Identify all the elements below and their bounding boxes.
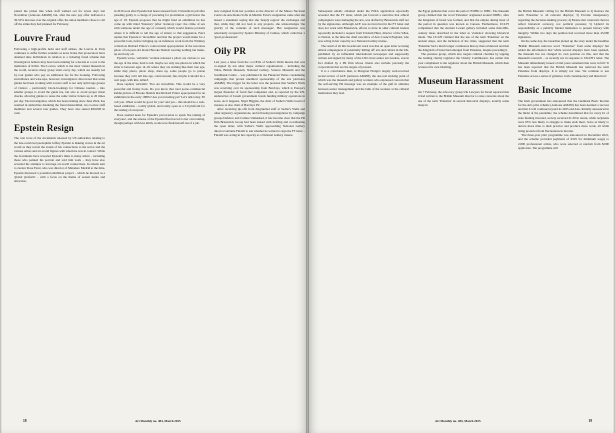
paragraph: The result of all this boardroom work was that an open letter accusing ethical campaigners of potentially 'killing off' arts and culture in the UK, published by an influential international newspaper and supposedly written and signed by many of the UK's most senior arts leaders, was in fact drafted by a PR firm whose clients also include precisely the corporations that are the targets of protests.: [318, 43, 409, 70]
page-number: 19: [588, 418, 592, 423]
left-page-columns: [14, 9, 305, 401]
paragraph: now resigned from her position as the director of the Museo Nacional Centro de Arte Reina Sofía in Madrid. Ferré's resignation came after she issued a statement saying that she 'deeply regrets' the exchanges and that, while they did not lead to any projects, she acknowledges 'the gravity of the contents of such messages'. Her resignation was reluctantly accepted by Spain's Ministry of Culture, which called her a 'great professional'.: [214, 9, 305, 39]
paragraph: Subsequent emails obtained under the FOIA application reportedly revealed that the FT letter, which put forward a narrative that ethical campaigners were damaging the arts, was drafted by Brunswick staff not by the signatories. Although ACE was not involved in the FT letter and does not work with Brunswick, efforts to draw in other cultural leaders reportedly included a request from Tristram Hunt, director of the V&A, to Nelson, at the time the chief executive of Arts Council England, who was acting in her capacity as a National Gallery trustee.: [318, 9, 409, 44]
paragraph: On the same day, the Guardian picked up the story under the headline 'British Museum removes word "Palestine" from some displays' but added the information that 'while several displays have been updated, the museum has not changed its own position on this, and that the museum's research – as recently not in response to UKLFI's letter. The Museum immediately issued a brief press statement that read, in full: 'It has been reported that the British Museum has removed the term Palestine from displays. It is simply not true. We continue to use Palestine across a series of galleries, both contemporary and historical.': [518, 39, 609, 78]
paragraph: The vast trove of the documents released by US authorities relating to the late-convicted paedophile Jeffrey Epstein is making waves in the art world as they reveal the extent of his connections to the sector and the various artists and art-world figures with whom he was in contact. While the documents have revealed Epstein's links to many artists – including those who painted his portrait and sold him work – they have also revealed his attempts to leverage art-world connections. In emails sent to curator Rosa Ferré, who was director of Matadero Madrid at the time, Epstein discussed a potential exhibition project – which he mooted as a 'global platform' – with a focus on the theme of sexual desire and attraction.: [14, 136, 105, 184]
section-heading-epstein-resign: Epstein Resign: [14, 122, 74, 133]
paragraph: The Irish government has announced that the landmark Basic Income for the Arts pilot scheme (Artnotes AM456) has been deemed a success and that it will continue beyond its 2025 end date. Initially announced in the midst of the pandemic, the scheme determined that for every €1 of state funding invested, society received €1.39 in return, while recipients were 93% less likely to struggle to make ends meet, twice as likely to devote more time to their practice and produce more work, all while being protected from fluctuations in income.: [518, 98, 609, 133]
paragraph: the Egypt galleries that cover the period 1550BC to 30BC. The museum group claimed that the word 'Palestine' originated around 500BC, after the Kingdom of Israel was formed, and that the empire during most of the period in question was known as Canaan. Furthermore, UCLFI complained that the Ancient Levant gallery included some mid-20th-century ideas described in the label as 'evidence' showing historical intent. The UCLFI claimed that the use of the term 'Palestine' on the ancient maps, and the inclusion of the cities, suggested that the term 'Palestine' had a much longer continuous history than evidenced and that the Kingdom of Israel had emerged from Palestine, despite preceding it.: [418, 9, 509, 52]
section-heading-oily-pr: Oily PR: [214, 46, 247, 57]
section-heading-basic-income: Basic Income: [518, 85, 572, 95]
right-page-footer: [318, 416, 601, 425]
column-2: [114, 9, 205, 401]
left-page-footer: [14, 416, 298, 425]
paragraph: After receiving tip-offs from disgruntled staff at Sadler's Wells and other signatory organisations, and following investigations by campaign groups Defence and Culture Unmasked, it has become clear that the PR firm Brunswick Group had been tasked with drafting and coordinating the open letter, with Sadler's Wells approaching National Gallery director Gabriele Finaldi to ask whether he wanted to sign the FT letter – Finaldi was acting in her capacity as a National Gallery trustee.: [214, 107, 305, 137]
page-number: 18: [23, 418, 27, 423]
paragraph: Last year, a letter from the co-CEOs of Sadler's Wells theatre that was co-signed by ten other major cultural organisations – including the V&A, British Museum, National Gallery, Science Museum and the Southbank Centre – was published in the Financial Times condemning campaigns that protest unethical sponsorship of the arts (Artnotes AM480). The trigger for the letter was the pressure that Sadler's Wells was receiving over its sponsorship from Barclays, which is Europe's largest financier of fossil fuel companies and, as reported by the UN, underwriter of Israeli government bonds funding military operations in Gaza. As it happens, Nigel Higgins, the chair of Sadler's Wells board of trustees, is also chair of Barclays Plc.: [214, 59, 305, 107]
paragraph: the British Museum' calling for the British Museum to 2) Restore the term 'Palestine' to all relevant displays; 3) Provide transparency regarding the decision-making process; 4) Ensure that curatorial choices reflect historical accuracy, not political pressure; 5) Uphold its responsibility as a publicly funded institution to present history with integrity. Within two days the petition had received more than 45,000 signatures.: [518, 9, 609, 39]
paragraph: in 2010 soon after Epstein had been released from 13 months in jail after pleading guilty to a charge of procuring for prostitution a girl below the age of 18. Epstein proposes that he might fund an exhibition he has come up with titled 'Statutory' (after 'statutory rape', the crime of sex with someone under the age of consent) which would feature portraits where it is difficult to tell the age of sitters; to this suggestion, Ferré replies that Epstein is 'incredible' and that the project would make for a powerful look, before bringing up an infamous work from the Whitney collection: Richard Prince's controversial appropriation of the notorious photo of ten-year-old model Brooke Shields wearing nothing but make-up and body oil.: [114, 9, 205, 57]
section-heading-louvre-fraud: Louvre Fraud: [14, 33, 71, 44]
column-3: [518, 9, 609, 401]
right-page: [308, 0, 615, 433]
paragraph: The pressure group, which also targets cultural charities by tapping the leading charity regulator the Charity Commission, has earlier this year complained to the regulator about the British Museum, which then reviewed its own labelling.: [418, 52, 509, 70]
column-1: [14, 9, 105, 401]
paragraph: Rosa seemed keen for Epstein's provocation to spark 'the ranting of everyone', and the release of the Epstein files has led to her own ranting, though perhaps with less mirth, as she now finds herself out of a job.: [114, 112, 205, 126]
paragraph: It is a coincidence then, is Margaret Hodge's largely well-received recent review of ACE (Artnotes AM483), the one real sticking point of which was the museum and gallery workers who expressed concern that the self-serving PR message was an example of the gulf in attitudes between senior management and the bulk of the workers at the cultural institutions they lead.: [318, 69, 409, 95]
publication-info: Art Monthly no. 484, March 2025: [134, 418, 181, 423]
column-1: [318, 9, 409, 401]
paragraph: Rosa replied, verbatim: 'You are incredible. This would be a very powerful and freaky book. Do you know that total porno-commercial kiddie picture of Brooke Shields that Richard Prince appropriated for an exhibition in the early 1980's? Are you traveling yet? Let's talk today. I'll call you. When would be good for you? and yes... this should be a web-based exhibition – totally global, and totally open as a 3.0 platform for the ranting of everyone'.: [114, 82, 205, 113]
paragraph: On 7 February, the advocacy group UK Lawyers for Israel reported that it had written to the British Museum director to raise concerns about the use of the term 'Palestine' in several historical displays, notably some maps in: [418, 89, 509, 107]
paragraph: Epstein wrote, verbatim: 'woman released a photo are curious to see the age of the sitter, hard to tell. maybe we only use photos in which the sitter is between ages 14-18, where they are nothing like their true age, smile may photo, photo shop, dress up, some people go to prison because they can't tell true age, controversial, fun, maybe it should be a web page, with kits, tallied'.: [114, 56, 205, 82]
column-3: [214, 9, 305, 401]
paragraph: 'The three-year pilot programme was announced in December 2021, and the scheme provided payments of €325 for minimum wage) to 2,000 professional artists, who were selected at random from 8,000 applicants. The programme will: [518, 133, 609, 150]
column-2: [418, 9, 509, 401]
paragraph: Following a high-profile heist and staff strikes, the Louvre in Paris continues to suffer further scandals as news broke that prosecutors have detained nine individuals in relation to a ticketing fraud scheme that investigators believe may have been running for a decade at a cost to the institution of €10m. The Louvre, which is the most visited museum in the world, receives many group visits every day, which are usually led by tour guides who pay an additional fee for the booking. Following surveillance and wire-taps, however, investigators discovered that some guides had been working with Louvre staff to not only split large groups of visitors – particularly block-bookings for Chinese tourists – into smaller groups to avoid the guide fee, but also to avoid proper ticket checks, allowing guides to reuse the same visitor tickets up to 20 times per day. The investigation, which has been running since June 2024, has resulted in authorities detaining the fraud mastermind, two Louvre staff members and several tour guides. They have also seized €60,000 in cash.: [14, 46, 105, 116]
publication-info: Art Monthly no. 484, March 2025: [434, 418, 481, 423]
section-heading-museum-harassment: Museum Harassment: [418, 76, 504, 87]
right-page-columns: [318, 9, 609, 401]
paragraph: joined the picket line when staff walked out for seven days last November (Artnotes AM482) but, after the new pay offer delivered a 30-50% increase over the original offer, the union members chose to call off the strike they had planned for February.: [14, 9, 105, 26]
